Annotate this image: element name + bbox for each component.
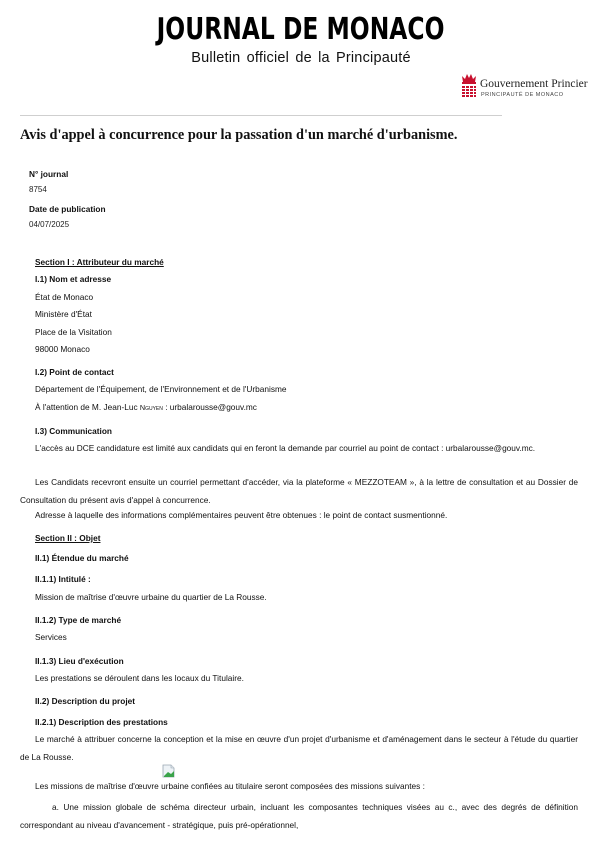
masthead: [0, 12, 602, 67]
gov-logo-name: Gouvernement Princier: [480, 78, 588, 90]
publication-date-label: Date de publication: [29, 204, 106, 214]
mission-item-a: a. Une mission globale de schéma directeur urbain, incluant les composantes techniques visées au c., avec des degrés de définition correspondant au niveau d'avancement - stratégique, puis pré-opérationnel,: [20, 802, 578, 830]
document-title: Avis d'appel à concurrence pour la passation d'un marché d'urbanisme.: [20, 127, 458, 143]
section-2-2-title: II.2) Description du projet: [35, 696, 136, 706]
journal-number-value: 8754: [29, 185, 47, 194]
section-1-2-title: I.2) Point de contact: [35, 367, 114, 377]
section-2-1-2-title: II.1.2) Type de marché: [35, 615, 122, 625]
section-2-heading: Section II : Objet: [35, 533, 101, 543]
publication-date-value: 04/07/2025: [29, 220, 70, 229]
section-2-2-1-title: II.2.1) Description des prestations: [35, 717, 168, 727]
prestations-paragraph-1: Le marché à attribuer concerne la conception et la mise en œuvre d'un projet d'urbanisme et d'aménagement dans le secteur à l'étude du quartier de La Rousse.: [20, 734, 578, 762]
section-2-1-2-value: Services: [35, 632, 67, 642]
contact-prefix: À l'attention de M. Jean-Luc: [35, 402, 140, 412]
section-2-1-title: II.1) Étendue du marché: [35, 553, 129, 563]
contact-person: [35, 402, 257, 413]
gouvernement-princier-logo: [460, 73, 600, 103]
section-1-3-title: I.3) Communication: [35, 426, 112, 436]
communication-paragraph-1: L'accès au DCE candidature est limité aux candidats qui en feront la demande par courriel au point de contact : urbalarousse@gouv.mc.: [35, 443, 536, 453]
contact-department: Département de l'Équipement, de l'Environnement et de l'Urbanisme: [35, 384, 287, 394]
prestations-paragraph-2: Les missions de maîtrise d'œuvre urbaine confiées au titulaire seront composées des missions suivantes :: [35, 781, 425, 791]
journal-title: JOURNAL DE MONACO: [157, 12, 445, 47]
gov-logo-subname: PRINCIPAUTÉ DE MONACO: [481, 92, 564, 98]
address-line: Place de la Visitation: [35, 327, 112, 337]
header-divider: [20, 115, 502, 116]
section-2-1-1-title: II.1.1) Intitulé :: [35, 574, 91, 584]
broken-image-icon: [162, 764, 176, 778]
contact-surname: Nguyen: [139, 403, 163, 412]
journal-number-label: N° journal: [29, 169, 69, 179]
section-1-heading: Section I : Attributeur du marché: [35, 257, 164, 267]
communication-paragraph-2: Les Candidats recevront ensuite un courriel permettant d'accéder, via la plateforme « MEZZOTEAM », à la lettre de consultation et au Dossier de Consultation du présent avis d'appel à concurrence.: [20, 477, 578, 505]
section-1-1-title: I.1) Nom et adresse: [35, 274, 112, 284]
communication-paragraph-3: Adresse à laquelle des informations complémentaires peuvent être obtenues : le point de contact susmentionné.: [35, 510, 448, 520]
address-line: Ministère d'État: [35, 309, 92, 319]
address-line: 98000 Monaco: [35, 344, 90, 354]
address-line: État de Monaco: [35, 292, 94, 302]
journal-subtitle: Bulletin officiel de la Principauté: [191, 50, 411, 66]
section-2-1-3-value: Les prestations se déroulent dans les locaux du Titulaire.: [35, 673, 244, 683]
contact-email[interactable]: : urbalarousse@gouv.mc: [162, 402, 257, 412]
section-2-1-1-value: Mission de maîtrise d'œuvre urbaine du quartier de La Rousse.: [35, 592, 267, 602]
crown-emblem-icon: [460, 73, 478, 99]
section-2-1-3-title: II.1.3) Lieu d'exécution: [35, 656, 124, 666]
